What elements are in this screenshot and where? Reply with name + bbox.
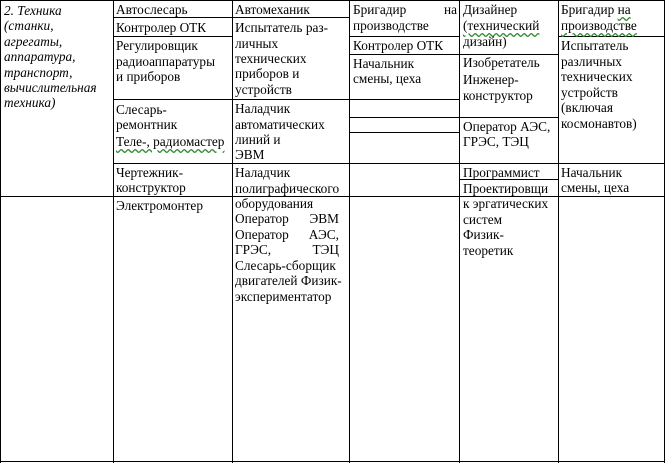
column-divider <box>459 0 460 463</box>
word: ТЭЦ <box>312 242 339 257</box>
table-cell: Наладчик <box>235 165 291 180</box>
table-cell: приборов и <box>235 66 300 81</box>
table-cell: Проектировщи <box>463 181 549 196</box>
table-cell: Физик- <box>463 227 504 242</box>
table-cell: автоматических <box>235 117 325 132</box>
row-divider <box>459 163 558 164</box>
table-cell: оборудования <box>235 196 314 211</box>
word: Оператор <box>235 227 289 242</box>
table-cell: Испытатель раз- <box>235 20 329 35</box>
table-cell: Электромонтер <box>116 198 203 213</box>
word: на <box>617 2 631 17</box>
table-cell: дизайн) <box>463 34 507 49</box>
table-border-right <box>664 0 665 463</box>
category-label: вычислительная <box>4 80 97 95</box>
table-cell: Автомеханик <box>235 2 310 17</box>
table-cell: радиоаппаратуры <box>116 54 216 69</box>
row-divider <box>459 117 558 118</box>
category-label: агрегаты, <box>4 34 63 49</box>
table-cell: ЭВМ <box>235 147 265 162</box>
table-cell: ремонтник <box>116 117 178 132</box>
table-cell: (технический <box>463 18 540 33</box>
table-cell: Изобретатель <box>463 55 540 70</box>
table-cell: Оператор АЭС, <box>463 119 551 134</box>
row-divider <box>113 36 232 37</box>
table-cell: технических <box>235 51 307 66</box>
table-border-top <box>0 0 665 1</box>
category-label: 2. Техника <box>4 3 62 18</box>
table-cell: систем <box>463 212 503 227</box>
category-label: (станки, <box>4 18 54 33</box>
table-cell: производстве <box>561 18 637 33</box>
row-divider <box>558 163 665 164</box>
table-cell: конструктор <box>463 88 533 103</box>
table-cell: теоретик <box>463 243 514 258</box>
table-cell: Дизайнер <box>463 2 518 17</box>
table-cell: ГРЭС, ТЭЦ <box>463 134 529 149</box>
row-divider <box>113 163 232 164</box>
word: Бригадир <box>353 2 407 17</box>
table-border-left <box>0 0 1 463</box>
table-cell: полиграфического <box>235 181 340 196</box>
table-cell: космонавтов) <box>561 116 637 131</box>
row-divider <box>349 163 459 164</box>
table-cell: смены, цеха <box>561 180 630 195</box>
word: на <box>443 2 457 17</box>
category-label: транспорт, <box>4 65 73 80</box>
word: АЭС, <box>308 227 339 242</box>
table-cell: к эргатических <box>463 196 549 211</box>
table-cell: Испытатель <box>561 38 629 53</box>
table-cell: Теле-, радиомастер <box>116 134 225 149</box>
table-cell: различных <box>561 54 622 69</box>
table-cell: устройств <box>235 82 292 97</box>
table-cell: Чертежник- <box>116 165 184 180</box>
row-divider <box>349 132 459 133</box>
table-cell: Программист <box>463 165 540 180</box>
table-cell: Контролер ОТК <box>116 20 207 35</box>
table-cell: (включая <box>561 100 613 115</box>
table-cell: устройств <box>561 85 618 100</box>
table-cell: Наладчик <box>235 101 291 116</box>
word: ЭВМ <box>309 211 339 226</box>
table-cell: Слесарь-сборщик <box>235 258 336 273</box>
table-cell: производстве <box>353 18 429 33</box>
table-cell: смены, цеха <box>353 71 422 86</box>
table-border-bottom <box>0 461 665 462</box>
category-label: техника) <box>4 95 56 110</box>
column-divider <box>558 0 559 463</box>
column-divider <box>232 0 233 463</box>
table-cell: Начальник <box>353 56 415 71</box>
word: Бригадир <box>561 2 615 17</box>
row-divider <box>558 36 665 37</box>
table-cell-justified <box>235 242 339 257</box>
column-divider <box>349 0 350 463</box>
row-divider <box>232 99 349 100</box>
category-label: аппаратура, <box>4 49 76 64</box>
table-cell: Слесарь- <box>116 102 167 117</box>
table-cell: Регулировщик <box>116 38 198 53</box>
table-cell: Контролер ОТК <box>353 38 444 53</box>
column-divider <box>113 0 114 463</box>
table-cell-justified <box>353 2 457 17</box>
table-cell: личных <box>235 36 279 51</box>
table-cell: конструктор <box>116 180 186 195</box>
table-cell: Автослесарь <box>116 2 188 17</box>
row-divider <box>349 54 459 55</box>
table-cell: Начальник <box>561 165 623 180</box>
table-cell: двигателей Физик- <box>235 273 342 288</box>
word: ГРЭС, <box>235 242 272 257</box>
table-cell-justified <box>235 211 339 226</box>
table-cell: экспериментатор <box>235 289 332 304</box>
row-divider <box>349 99 459 100</box>
word: Оператор <box>235 211 289 226</box>
table-cell-justified <box>235 227 339 242</box>
row-divider <box>113 99 232 100</box>
row-divider <box>349 117 459 118</box>
row-divider <box>349 36 459 37</box>
row-divider <box>232 163 349 164</box>
table-cell: технических <box>561 69 633 84</box>
table-cell <box>561 2 631 17</box>
table-cell: Инженер- <box>463 72 519 87</box>
table-cell: и приборов <box>116 69 181 84</box>
table-cell: линий и <box>235 132 281 147</box>
